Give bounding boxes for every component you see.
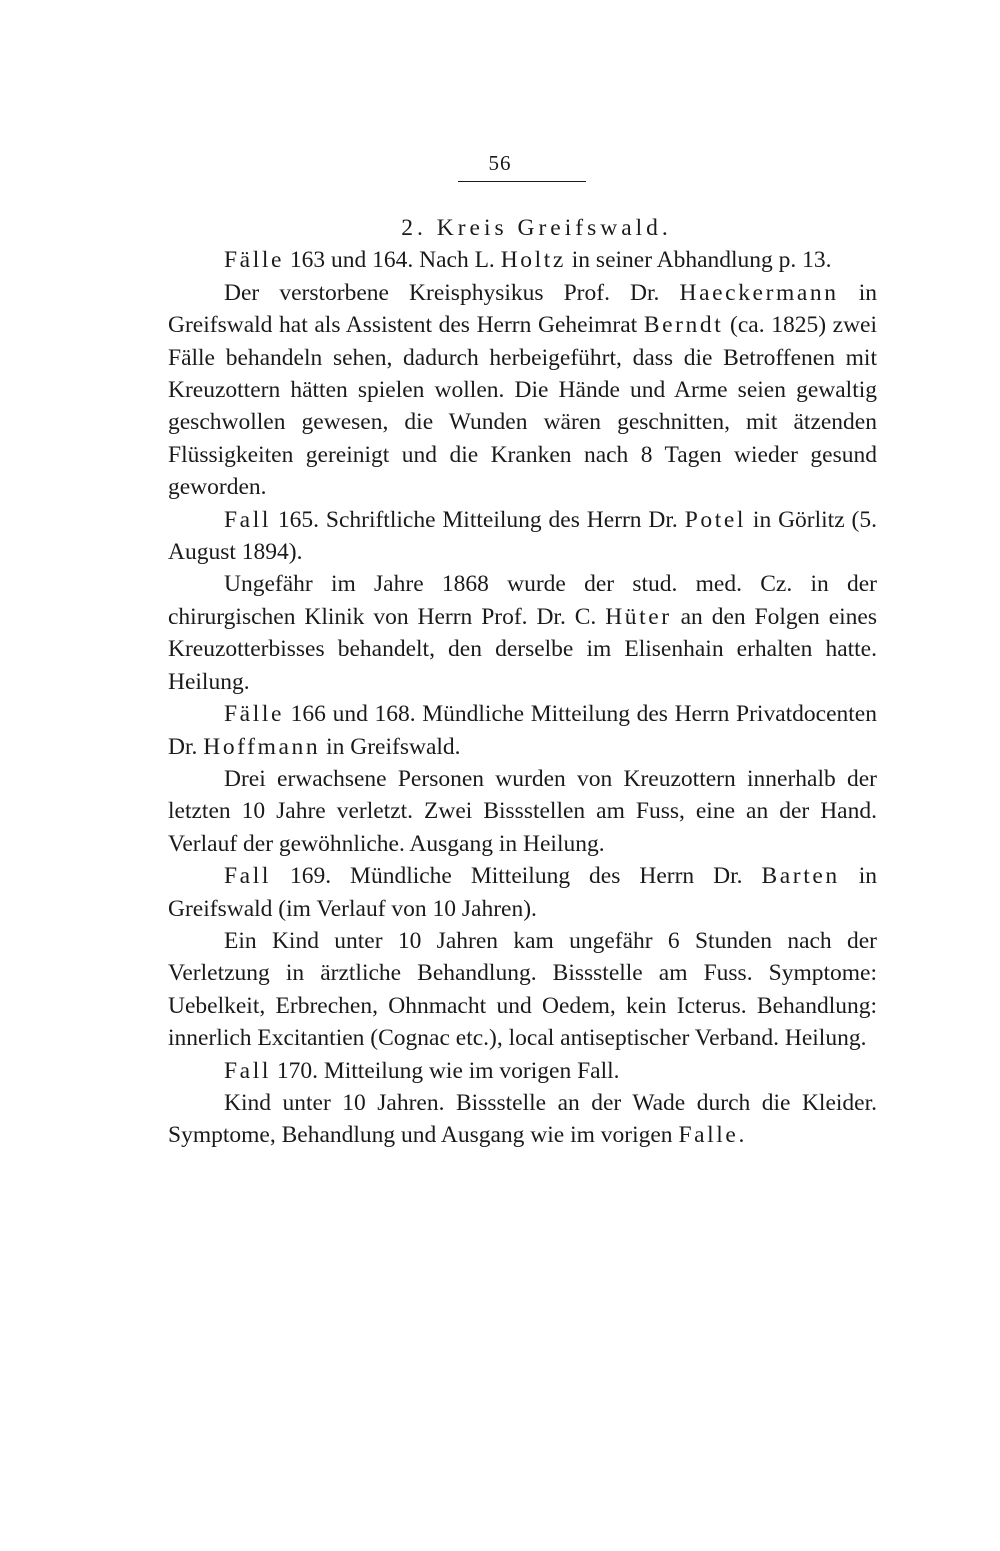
case-reference: 166 und 168. Mündliche Mitteilung des Herrn Privatdocenten Dr. bbox=[168, 701, 877, 760]
author-name: Holtz bbox=[500, 247, 566, 274]
case-report-169: Ein Kind unter 10 Jahren kam ungefähr 6 Stunden nach der Verletzung in ärztliche Behandlung. Bissstelle am Fuss. Symptome: Uebelkeit, Erbrechen, Ohnmacht und Oedem, kein Icterus. Behandlung: innerlich Excitantien (Cognac etc.), local antiseptischer Verband. Heilung. bbox=[168, 927, 877, 1052]
case-report-166-168: Drei erwachsene Personen wurden von Kreuzottern innerhalb der letzten 10 Jahre verletzt. Zwei Bissstellen am Fuss, eine an der Hand. Verlauf der gewöhnliche. Ausgang in Heilung. bbox=[168, 765, 877, 857]
section-heading: 2. Kreis Greifswald. bbox=[401, 215, 672, 241]
case-source: in seiner Abhandlung p. 13. bbox=[565, 247, 832, 274]
case-reference: 169. Mündliche Mitteilung des Herrn Dr. bbox=[270, 863, 762, 890]
case-header-166-168 bbox=[168, 698, 877, 763]
case-report-163-164 bbox=[168, 277, 877, 504]
case-source: in Greifswald. bbox=[320, 733, 461, 760]
case-header-163-164 bbox=[168, 244, 877, 276]
report-text: Kind unter 10 Jahren. Bissstelle an der Wade durch die Kleider. Symptome, Behandlung und Ausgang wie im vorigen bbox=[168, 1089, 877, 1149]
report-text-spaced: Falle bbox=[678, 1122, 739, 1149]
body-text bbox=[168, 212, 877, 1152]
page-number-rule bbox=[458, 181, 586, 182]
person-name: Hüter bbox=[605, 603, 672, 630]
author-name: Barten bbox=[761, 863, 840, 890]
case-label: Fälle bbox=[224, 701, 284, 728]
case-label: Fälle bbox=[224, 247, 284, 274]
report-text: in Greifswald hat als Assistent des Herrn Geheimrat bbox=[168, 279, 877, 339]
case-header-165 bbox=[168, 504, 877, 569]
report-text: (ca. 1825) zwei Fälle behandeln sehen, dadurch herbeigeführt, dass die Betroffenen mit Kreuzottern hätten spielen wollen. Die Hände und Arme seien gewaltig geschwollen gewesen, die Wunden wären geschnitten, mit ätzenden Flüssigkeiten gereinigt und die Kranken nach 8 Tagen wieder gesund geworden. bbox=[168, 312, 878, 501]
case-reference: 163 und 164. Nach L. bbox=[284, 247, 501, 274]
page-number: 56 bbox=[488, 151, 512, 175]
case-report-170 bbox=[168, 1087, 877, 1152]
report-text: an den Folgen eines Kreuzotterbisses behandelt, den derselbe im Elisenhain erhalten hatte. Heilung. bbox=[168, 603, 877, 695]
report-text: . bbox=[738, 1122, 745, 1149]
author-name: Hoffmann bbox=[203, 733, 321, 760]
case-report-165 bbox=[168, 568, 877, 698]
author-name: Potel bbox=[684, 506, 747, 533]
case-header-170 bbox=[168, 1055, 877, 1087]
report-text: Der verstorbene Kreisphysikus Prof. Dr. bbox=[224, 279, 680, 306]
case-label: Fall bbox=[224, 1057, 271, 1084]
case-source: 170. Mitteilung wie im vorigen Fall. bbox=[270, 1057, 620, 1084]
person-name: Berndt bbox=[643, 312, 724, 339]
case-source: in Görlitz (5. August 1894). bbox=[168, 506, 877, 566]
case-header-169 bbox=[168, 860, 877, 925]
case-label: Fall bbox=[224, 506, 271, 533]
case-source: in Greifswald (im Verlauf von 10 Jahren). bbox=[168, 863, 877, 922]
case-reference: 165. Schriftliche Mitteilung des Herrn Dr. bbox=[270, 506, 685, 533]
person-name: Haeckermann bbox=[679, 279, 839, 306]
case-label: Fall bbox=[224, 863, 271, 890]
report-text: Ungefähr im Jahre 1868 wurde der stud. med. Cz. in der chirurgischen Klinik von Herrn Prof. Dr. C. bbox=[168, 571, 877, 630]
